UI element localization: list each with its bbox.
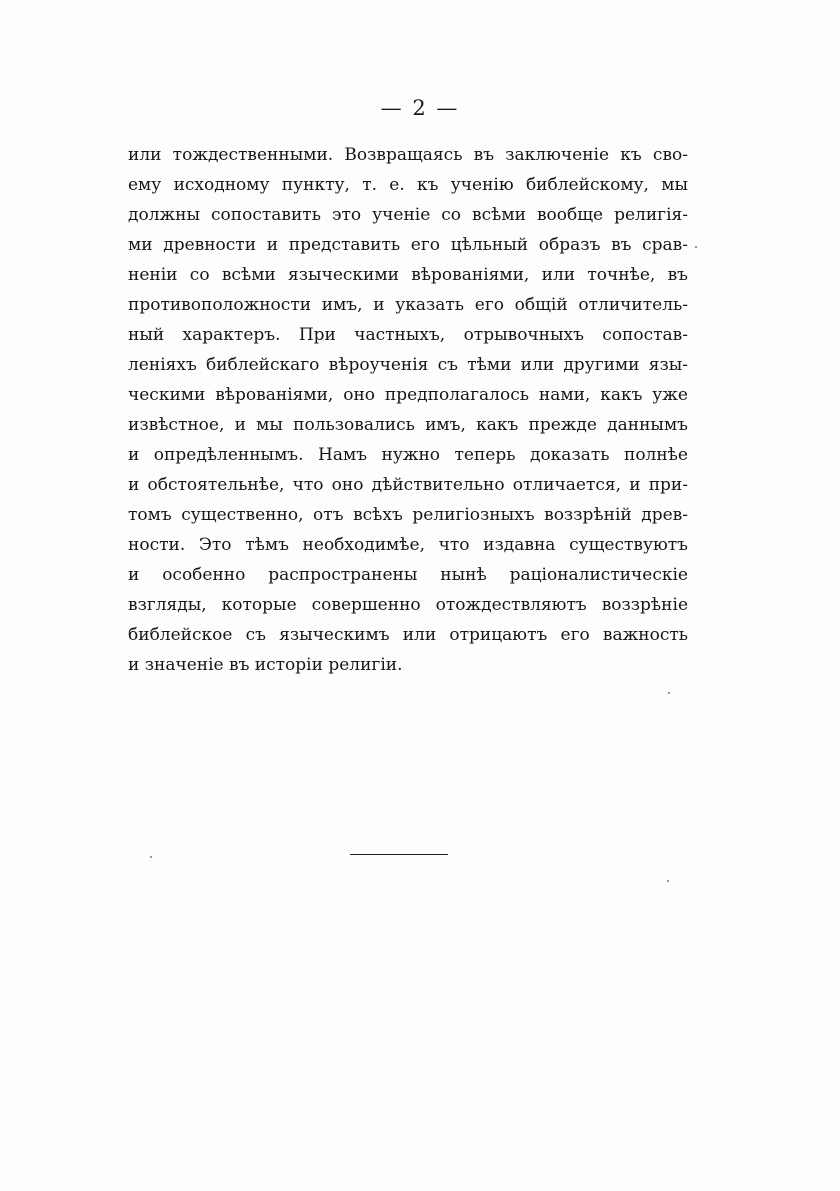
print-speck — [150, 856, 152, 858]
text-line: и обстоятельнѣе, что оно дѣйствительно отличается, и при- — [128, 475, 688, 495]
text-line: извѣстное, и мы пользовались имъ, какъ прежде даннымъ — [128, 415, 688, 435]
text-line: библейское съ языческимъ или отрицаютъ его важность — [128, 625, 688, 645]
text-line: ленiяхъ библейскаго вѣроученiя съ тѣми или другими язы- — [128, 355, 688, 375]
text-line: ческими вѣрованiями, оно предполагалось нами, какъ уже — [128, 385, 688, 405]
text-line: должны сопоставить это ученiе со всѣми вообще религiя- — [128, 205, 688, 225]
page-number: — 2 — — [380, 96, 460, 120]
text-line: ный характеръ. При частныхъ, отрывочныхъ сопостав- — [128, 325, 688, 345]
text-line: ности. Это тѣмъ необходимѣе, что издавна существуютъ — [128, 535, 688, 555]
body-paragraph — [128, 140, 688, 680]
text-line: противоположности имъ, и указать его общiй отличитель- — [128, 295, 688, 315]
print-speck — [695, 246, 697, 248]
text-line: томъ существенно, отъ всѣхъ религiозныхъ воззрѣнiй древ- — [128, 505, 688, 525]
text-line: взгляды, которые совершенно отождествляютъ воззрѣнiе — [128, 595, 688, 615]
text-line: или тождественными. Возвращаясь въ заключенiе къ сво- — [128, 145, 688, 165]
print-speck — [667, 880, 669, 882]
text-line: и опредѣленнымъ. Намъ нужно теперь доказать полнѣе — [128, 445, 688, 465]
text-line: и значенiе въ исторiи религiи. — [128, 655, 403, 675]
end-rule — [350, 854, 448, 855]
text-line: ми древности и представить его цѣльный образъ въ срав- — [128, 235, 688, 255]
text-line: и особенно распространены нынѣ рацiоналистическiе — [128, 565, 688, 585]
text-line: ненiи со всѣми языческими вѣрованiями, или точнѣе, въ — [128, 265, 688, 285]
text-line: ему исходному пункту, т. е. къ ученiю библейскому, мы — [128, 175, 688, 195]
print-speck — [668, 692, 670, 694]
